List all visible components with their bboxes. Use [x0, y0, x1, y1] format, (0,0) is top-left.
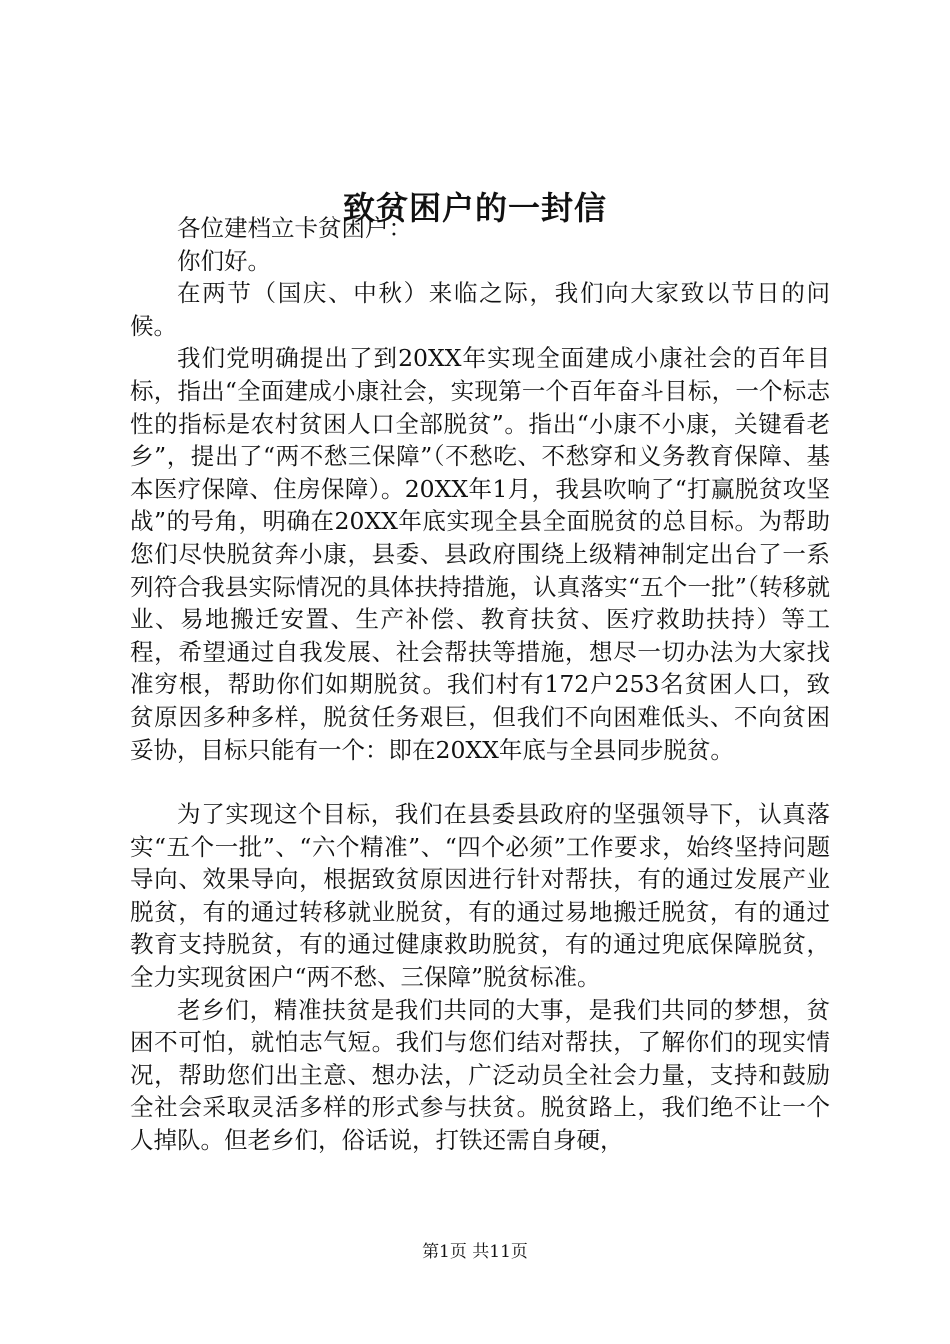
paragraph-poverty-goal: 我们党明确提出了到20XX年实现全面建成小康社会的百年目标，指出“全面建成小康社会，实现第一个百年奋斗目标，一个标志性的指标是农村贫困人口全部脱贫”。指出“小康不小康，关键看老乡”，提出了“两不愁三保障”（不愁吃、不愁穿和义务教育保障、基本医疗保障、住房保障）。20XX年1月，我县吹响了“打赢脱贫攻坚战”的号角，明确在20XX年底实现全县全面脱贫的总目标。为帮助您们尽快脱贫奔小康，县委、县政府围绕上级精神制定出台了一系列符合我县实际情况的具体扶持措施，认真落实“五个一批”（转移就业、易地搬迁安置、生产补偿、教育扶贫、医疗救助扶持）等工程，希望通过自我发展、社会帮扶等措施，想尽一切办法为大家找准穷根，帮助你们如期脱贫。我们村有172户253名贫困人口，致贫原因多种多样，脱贫任务艰巨，但我们不向困难低头、不向贫困妥协，目标只能有一个：即在20XX年底与全县同步脱贫。: [130, 344, 830, 764]
greeting: 你们好。: [177, 246, 271, 275]
salutation: 各位建档立卡贫困户：: [177, 214, 412, 242]
paragraph-appeal: 老乡们，精准扶贫是我们共同的大事，是我们共同的梦想，贫困不可怕，就怕志气短。我们与您们结对帮扶，了解你们的现实情况，帮助您们出主意、想办法，广泛动员全社会力量，支持和鼓励全社会采取灵活多样的形式参与扶贫。脱贫路上，我们绝不让一个人掉队。但老乡们，俗话说，打铁还需自身硬，: [130, 995, 830, 1155]
paragraph-holiday-greeting: 在两节（国庆、中秋）来临之际，我们向大家致以节日的问候。: [130, 279, 830, 340]
document-body: [130, 212, 830, 1157]
page-number-footer: 第1页 共11页: [422, 1242, 528, 1262]
paragraph-measures: 为了实现这个目标，我们在县委县政府的坚强领导下，认真落实“五个一批”、“六个精准”、“四个必须”工作要求，始终坚持问题导向、效果导向，根据致贫原因进行针对帮扶，有的通过发展产业脱贫，有的通过转移就业脱贫，有的通过易地搬迁脱贫，有的通过教育支持脱贫，有的通过健康救助脱贫，有的通过兜底保障脱贫，全力实现贫困户“两不愁、三保障”脱贫标准。: [130, 800, 830, 992]
document-title: 致贫困户的一封信: [342, 189, 607, 227]
